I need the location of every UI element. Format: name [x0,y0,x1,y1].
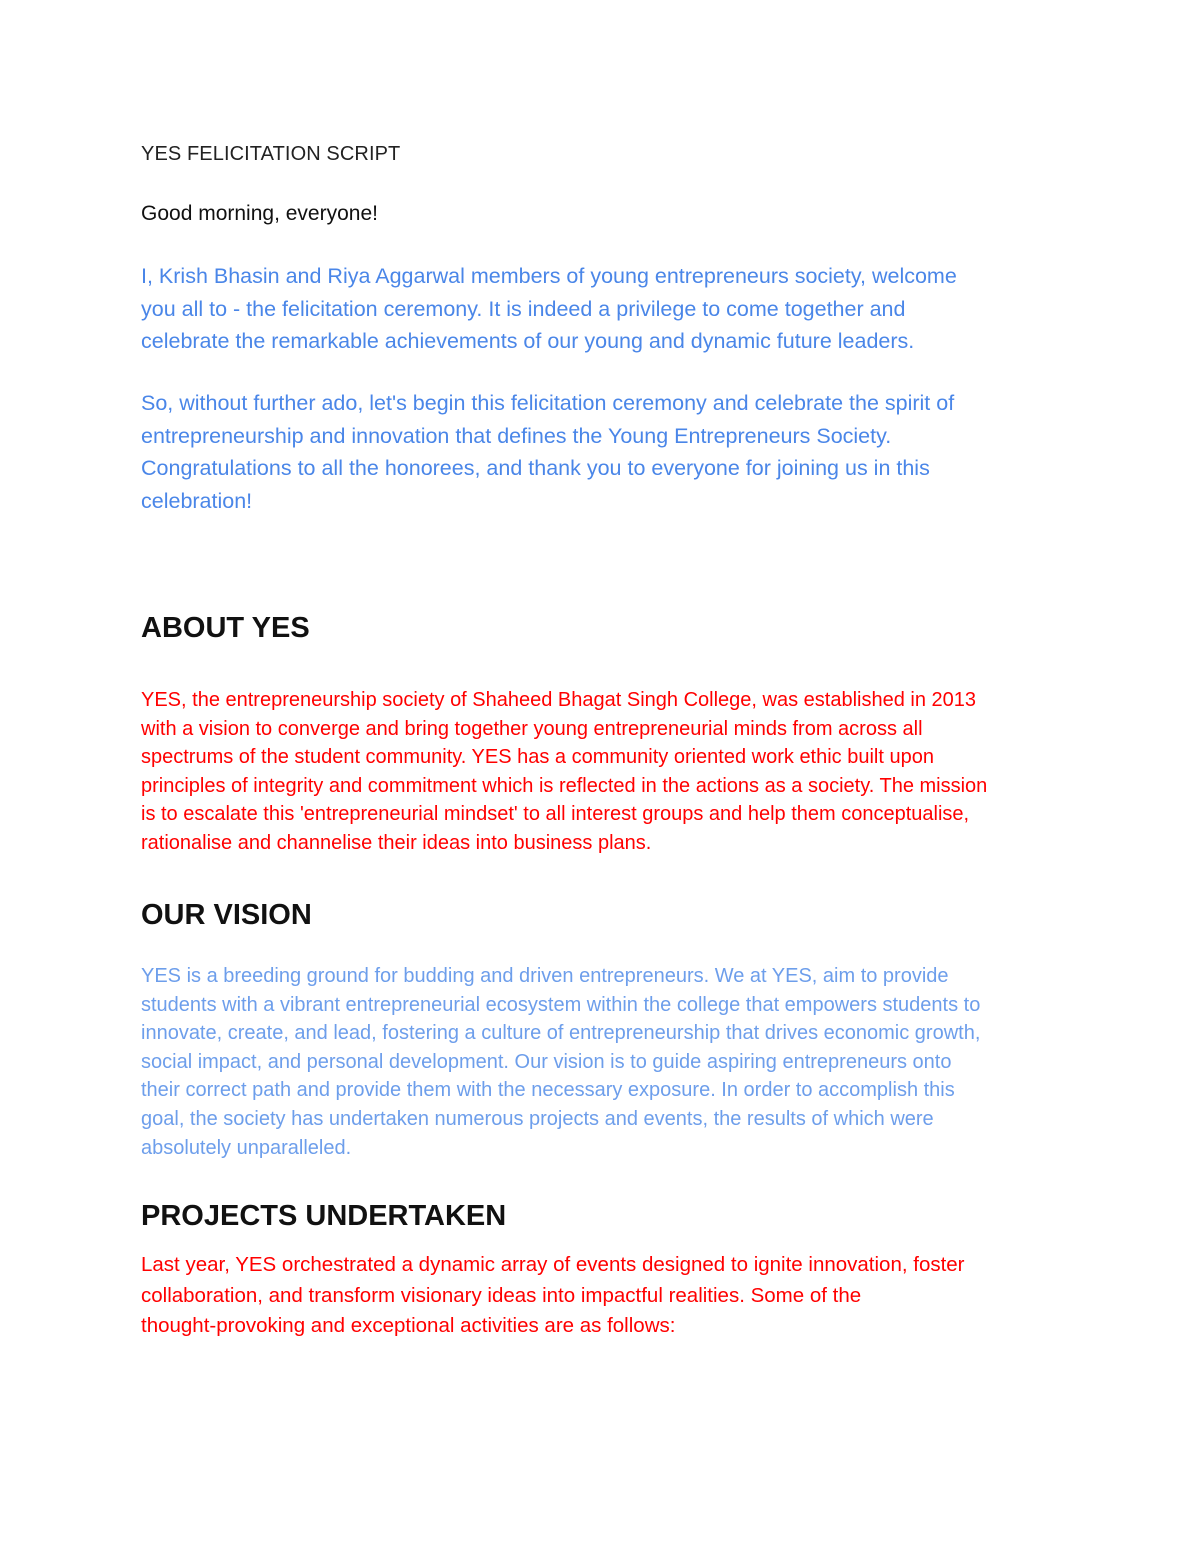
intro-line: I, Krish Bhasin and Riya Aggarwal members of young entrepreneurs society, welcome [141,264,957,288]
vision-line: YES is a breeding ground for budding and driven entrepreneurs. We at YES, aim to provide [141,965,949,987]
projects-line: Last year, YES orchestrated a dynamic array of events designed to ignite innovation, foster [141,1253,965,1276]
begin-line: So, without further ado, let's begin this felicitation ceremony and celebrate the spirit of [141,391,955,415]
projects-line: collaboration, and transform visionary ideas into impactful realities. Some of the [141,1283,862,1307]
greeting-text: Good morning, everyone! [141,202,378,225]
vision-line: their correct path and provide them with the necessary exposure. In order to accomplish this [141,1079,955,1102]
vision-paragraph [141,962,1071,1162]
vision-line: students with a vibrant entrepreneurial ecosystem within the college that empowers students to [141,993,981,1016]
projects-line: thought-provoking and exceptional activities are as follows: [141,1314,676,1337]
vision-heading: OUR VISION [141,899,312,931]
about-line: rationalise and channelise their ideas into business plans. [141,831,652,854]
begin-paragraph [141,387,1061,517]
vision-line: innovate, create, and lead, fostering a culture of entrepreneurship that drives economic growth, [141,1022,981,1045]
intro-line: you all to - the felicitation ceremony. It is indeed a privilege to come together and [141,296,906,321]
intro-paragraph [141,260,1061,358]
projects-heading: PROJECTS UNDERTAKEN [141,1200,507,1232]
vision-line: social impact, and personal development. Our vision is to guide aspiring entrepreneurs onto [141,1050,952,1073]
vision-line: goal, the society has undertaken numerous projects and events, the results of which were [141,1107,934,1130]
about-line: is to escalate this 'entrepreneurial mindset' to all interest groups and help them conceptualise, [141,803,970,826]
begin-line: Congratulations to all the honorees, and thank you to everyone for joining us in this [141,456,930,480]
about-line: spectrums of the student community. YES has a community oriented work ethic built upon [141,746,934,769]
vision-line: absolutely unparalleled. [141,1136,352,1159]
about-heading: ABOUT YES [141,612,310,644]
about-line: principles of integrity and commitment which is reflected in the actions as a society. The mission [141,774,988,797]
begin-line: entrepreneurship and innovation that defines the Young Entrepreneurs Society. [141,423,892,448]
about-line: YES, the entrepreneurship society of Shaheed Bhagat Singh College, was established in 2013 [141,689,976,711]
about-paragraph [141,686,1071,858]
intro-line: celebrate the remarkable achievements of our young and dynamic future leaders. [141,329,915,353]
document-title: YES FELICITATION SCRIPT [141,143,401,165]
begin-line: celebration! [141,488,253,513]
projects-paragraph [141,1250,1041,1342]
about-line: with a vision to converge and bring together young entrepreneurial minds from across all [141,717,923,740]
